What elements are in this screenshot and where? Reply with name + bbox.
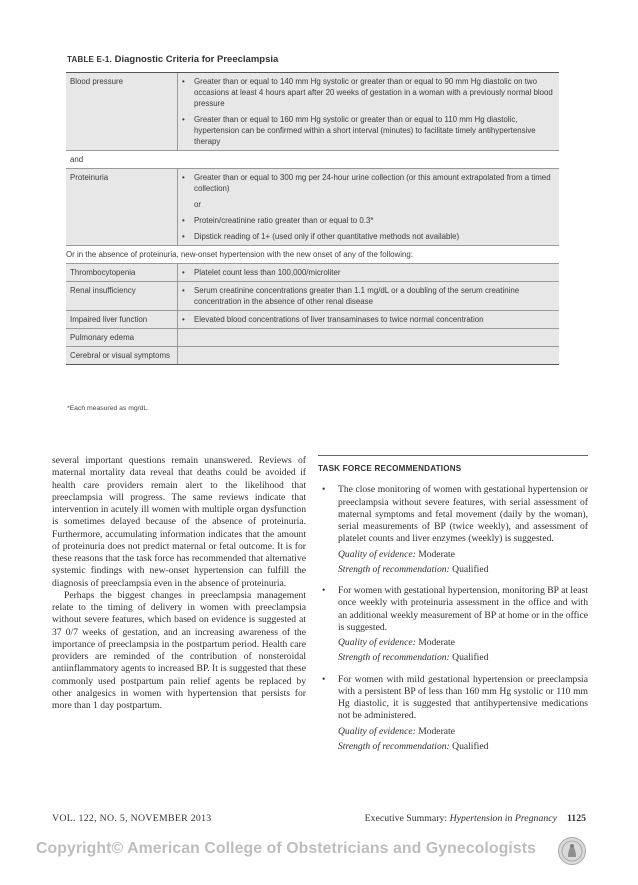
row-criteria bbox=[177, 73, 559, 150]
recommendation-text: For women with mild gestational hypertension or preeclampsia with a persistent BP of less than 160 mm Hg systolic or 110 mm Hg diastolic, it is suggested that antihypertensive medications not be administered. bbox=[338, 673, 588, 722]
bullet: • bbox=[322, 585, 326, 596]
recommendation-item bbox=[318, 484, 588, 576]
recommendation-item bbox=[318, 585, 588, 665]
row-label: Pulmonary edema bbox=[70, 333, 135, 342]
row-criteria bbox=[177, 169, 559, 245]
footer-journal bbox=[340, 813, 586, 824]
table-row-liver bbox=[66, 311, 559, 329]
page-number: 1125 bbox=[566, 813, 586, 824]
absence-text: Or in the absence of proteinuria, new-onset hypertension with the new onset of any of the following: bbox=[66, 250, 413, 259]
table-row-renal bbox=[66, 282, 559, 311]
quality-of-evidence: Quality of evidence: Moderate bbox=[338, 548, 455, 560]
college-seal-icon bbox=[557, 836, 587, 866]
journal-prefix: Executive Summary: bbox=[364, 813, 450, 824]
row-criteria bbox=[177, 282, 559, 310]
right-column bbox=[318, 455, 588, 762]
footer-volume: VOL. 122, NO. 5, NOVEMBER 2013 bbox=[52, 813, 212, 824]
table-row-blood-pressure bbox=[66, 73, 559, 151]
table-footnote: *Each measured as mg/dL. bbox=[67, 405, 149, 412]
table-title bbox=[67, 54, 278, 65]
criteria-item: • Dipstick reading of 1+ (used only if other quantitative methods not available) bbox=[182, 232, 460, 241]
criteria-item: • Protein/creatinine ratio greater than or equal to 0.3* bbox=[182, 216, 374, 225]
table-number: TABLE E-1. bbox=[67, 55, 112, 64]
strength-of-recommendation: Strength of recommendation: Qualified bbox=[338, 652, 489, 664]
recommendation-item bbox=[318, 674, 588, 754]
paragraph: several important questions remain unanswered. Reviews of maternal mortality data reveal that deaths could be avoided if health care providers remain alert to the likelihood that preeclampsia will progress. The same reviews indicate that intervention in acutely ill women with multiple organ dysfunction is sometimes delayed because of the absence of proteinuria. Furthermore, accumulating information indicates that the amount of proteinuria does not predict maternal or fetal outcome. It is for these reasons that the task force has recommended that alternative systemic findings with new-onset hypertension can fulfill the diagnosis of preeclampsia even in the absence of proteinuria. bbox=[52, 455, 306, 589]
criteria-item: • Platelet count less than 100,000/microliter bbox=[182, 268, 341, 277]
criteria-item: • Greater than or equal to 140 mm Hg systolic or greater than or equal to 90 mm Hg diastolic on two occasions at least 4 hours apart after 20 weeks of gestation in a woman with a previously normal blood pressure bbox=[182, 77, 553, 108]
and-label: and bbox=[70, 155, 84, 164]
section-heading: TASK FORCE RECOMMENDATIONS bbox=[318, 464, 462, 473]
row-label: Impaired liver function bbox=[70, 315, 148, 324]
row-label: Cerebral or visual symptoms bbox=[70, 351, 170, 360]
recommendation-text: For women with gestational hypertension, monitoring BP at least once weekly with proteinuria assessment in the office and with an additional weekly measurement of BP at home or in the office is suggested. bbox=[338, 585, 588, 633]
row-label: Blood pressure bbox=[70, 77, 124, 86]
diagnostic-criteria-table bbox=[66, 72, 559, 365]
row-label: Proteinuria bbox=[70, 173, 109, 182]
row-label: Thrombocytopenia bbox=[70, 268, 136, 277]
quality-of-evidence: Quality of evidence: Moderate bbox=[338, 637, 455, 648]
or-label: or bbox=[194, 200, 202, 209]
bullet: • bbox=[322, 484, 326, 496]
table-row-pulmonary bbox=[66, 329, 559, 347]
bullet: • bbox=[322, 673, 326, 685]
criteria-item: • Elevated blood concentrations of liver transaminases to twice normal concentration bbox=[182, 315, 484, 324]
criteria-item: • Greater than or equal to 300 mg per 24-hour urine collection (or this amount extrapolated from a timed collection) bbox=[182, 173, 551, 193]
table-row-proteinuria bbox=[66, 169, 559, 246]
row-criteria bbox=[177, 264, 559, 281]
table-title-text: Diagnostic Criteria for Preeclampsia bbox=[114, 54, 279, 65]
row-criteria-empty bbox=[177, 347, 559, 364]
strength-of-recommendation: Strength of recommendation: Qualified bbox=[338, 740, 489, 752]
row-criteria-empty bbox=[177, 329, 559, 346]
copyright-watermark: Copyright© American College of Obstetricians and Gynecologists bbox=[36, 840, 537, 857]
row-criteria bbox=[177, 311, 559, 328]
quality-of-evidence: Quality of evidence: Moderate bbox=[338, 725, 455, 737]
left-column bbox=[52, 455, 306, 712]
table-row-thrombocytopenia bbox=[66, 264, 559, 282]
journal-title: Hypertension in Pregnancy bbox=[449, 813, 557, 824]
strength-of-recommendation: Strength of recommendation: Qualified bbox=[338, 563, 489, 575]
criteria-item: • Greater than or equal to 160 mm Hg systolic or greater than or equal to 110 mm Hg diastolic, hypertension can be confirmed within a short interval (minutes) to facilitate timely antihypertensive therapy bbox=[182, 115, 536, 146]
paragraph: Perhaps the biggest changes in preeclampsia management relate to the timing of delivery in women with preeclampsia without severe features, which based on evidence is suggested at 37 0/7 weeks of gestation, and an increasing awareness of the importance of preeclampsia in the postpartum period. Health care providers are reminded of the contribution of nonsteroidal antiinflammatory agents to increased BP. It is suggested that these commonly used postpartum pain relief agents be replaced by other analgesics in women with hypertension that persists for more than 1 day postpartum. bbox=[52, 589, 306, 711]
recommendation-text: The close monitoring of women with gestational hypertension or preeclampsia without severe features, with serial assessment of maternal symptoms and fetal movement (daily by the woman), serial measurements of BP (twice weekly), and assessment of platelet counts and liver enzymes (weekly) is suggested. bbox=[338, 484, 588, 545]
table-row-cerebral bbox=[66, 347, 559, 364]
criteria-item: • Serum creatinine concentrations greater than 1.1 mg/dL or a doubling of the serum creatinine concentration in the absence of other renal disease bbox=[182, 286, 520, 306]
table-row-and bbox=[66, 151, 559, 169]
table-row-absence bbox=[66, 246, 559, 264]
row-label: Renal insufficiency bbox=[70, 286, 136, 295]
